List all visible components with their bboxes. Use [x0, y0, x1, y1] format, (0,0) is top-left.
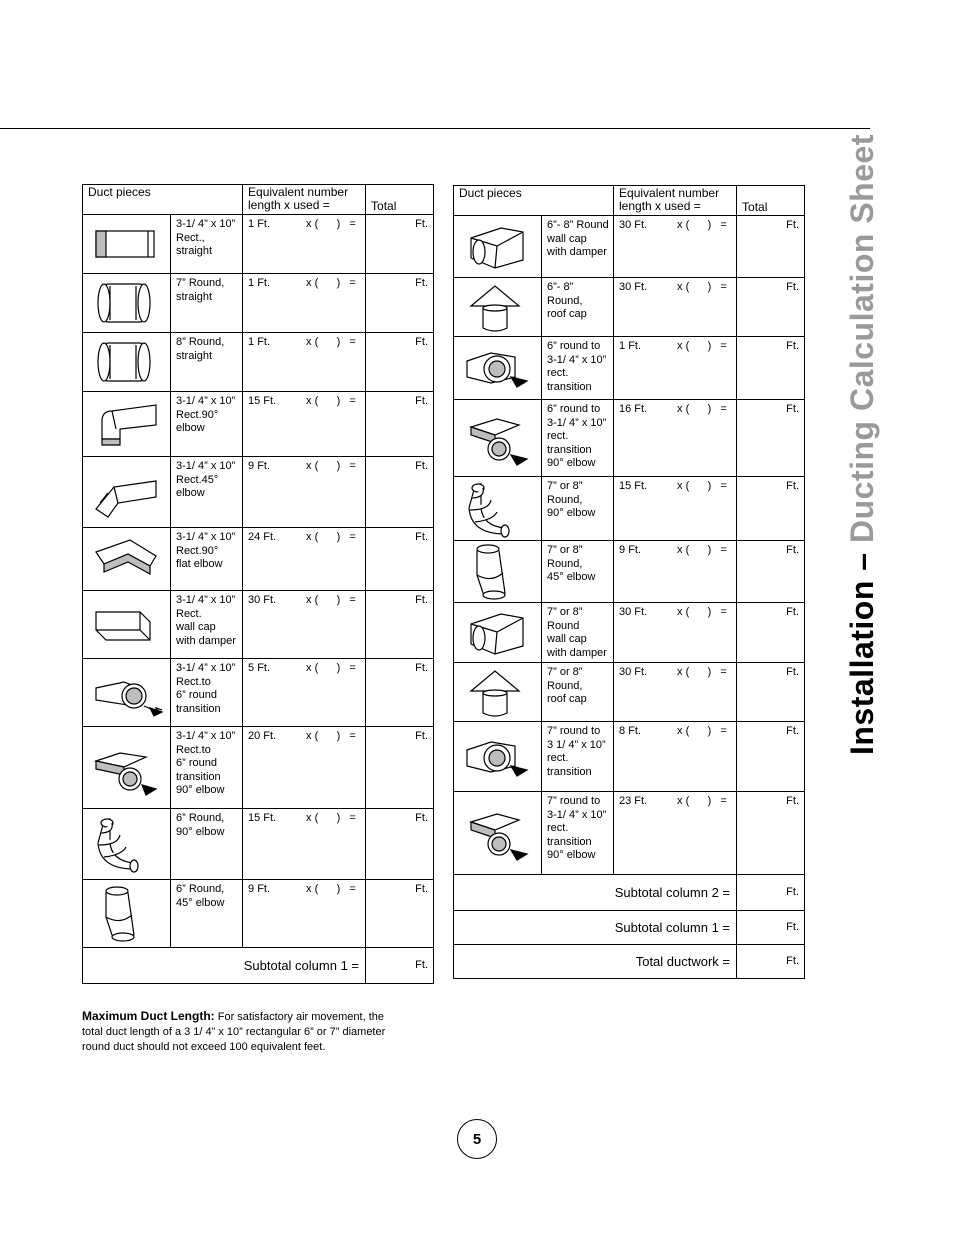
duct-piece-description: 8” Round, straight: [171, 333, 243, 392]
duct-piece-image: [454, 663, 542, 722]
subtotal-field[interactable]: Ft.: [366, 948, 434, 984]
equivalent-length: 30 Ft.: [619, 281, 648, 293]
equivalent-length: 15 Ft.: [619, 480, 648, 492]
subtotal-2-label: Subtotal column 2 =: [454, 875, 737, 911]
equivalent-length-cell: [243, 659, 366, 727]
number-used-field[interactable]: x ( ) =: [306, 395, 356, 407]
duct-piece-row: [83, 809, 434, 880]
number-used-field[interactable]: x ( ) =: [677, 340, 727, 352]
duct-piece-image: [83, 880, 171, 948]
duct-piece-row: [83, 591, 434, 659]
number-used-field[interactable]: x ( ) =: [306, 277, 356, 289]
number-used-field[interactable]: x ( ) =: [677, 725, 727, 737]
round-wall-cap-icon: [461, 218, 535, 276]
equivalent-length: 15 Ft.: [248, 395, 277, 407]
note-text: For satisfactory air movement, the total duct length of a 3 1/ 4” x 10” rectangular 6” or 7” diameter round duct should not exceed 100 equivalent feet.: [82, 1011, 386, 1053]
total-field[interactable]: Ft.: [366, 727, 434, 809]
total-field[interactable]: Ft.: [366, 659, 434, 727]
equivalent-length-cell: [614, 337, 737, 400]
round-to-rect-90-transition-icon: [461, 409, 535, 467]
duct-piece-description: 3-1/ 4” x 10” Rect. wall cap with damper: [171, 591, 243, 659]
number-used-field[interactable]: x ( ) =: [306, 336, 356, 348]
header-equivalent: Equivalent number length x used =: [243, 185, 366, 215]
equivalent-length: 1 Ft.: [248, 336, 271, 348]
duct-piece-row: [83, 274, 434, 333]
equivalent-length: 1 Ft.: [248, 218, 271, 230]
number-used-field[interactable]: x ( ) =: [677, 606, 727, 618]
header-duct-pieces: Duct pieces: [454, 186, 614, 216]
duct-piece-image: [454, 722, 542, 792]
subtotal-row: [454, 911, 805, 945]
duct-piece-description: 7” Round, straight: [171, 274, 243, 333]
equivalent-length: 23 Ft.: [619, 795, 648, 807]
duct-piece-image: [83, 591, 171, 659]
duct-piece-image: [454, 278, 542, 337]
duct-piece-row: [454, 792, 805, 875]
duct-piece-image: [83, 392, 171, 457]
total-field[interactable]: Ft.: [737, 663, 805, 722]
number-used-field[interactable]: x ( ) =: [306, 531, 356, 543]
duct-piece-description: 7” or 8” Round wall cap with damper: [542, 603, 614, 663]
number-used-field[interactable]: x ( ) =: [677, 480, 727, 492]
rect-straight-duct-icon: [90, 215, 164, 273]
round-45-elbow-icon: [90, 885, 164, 943]
number-used-field[interactable]: x ( ) =: [677, 795, 727, 807]
duct-piece-row: [454, 722, 805, 792]
equivalent-length-cell: [614, 541, 737, 603]
duct-piece-row: [83, 392, 434, 457]
duct-piece-description: 6”- 8” Round, roof cap: [542, 278, 614, 337]
equivalent-length: 8 Ft.: [619, 725, 642, 737]
equivalent-length-cell: [614, 603, 737, 663]
number-used-field[interactable]: x ( ) =: [306, 883, 356, 895]
duct-piece-image: [454, 400, 542, 477]
duct-piece-image: [83, 457, 171, 528]
total-ductwork-field[interactable]: Ft.: [737, 945, 805, 979]
round-to-rect-transition-icon: [461, 728, 535, 786]
subtotal-row: [83, 948, 434, 984]
equivalent-length: 24 Ft.: [248, 531, 277, 543]
duct-piece-image: [83, 274, 171, 333]
total-field[interactable]: Ft.: [737, 722, 805, 792]
equivalent-length-cell: [243, 591, 366, 659]
header-rule: [0, 128, 870, 129]
round-wall-cap-icon: [461, 604, 535, 662]
number-used-field[interactable]: x ( ) =: [306, 594, 356, 606]
duct-piece-description: 6”- 8” Round wall cap with damper: [542, 216, 614, 278]
total-field[interactable]: Ft.: [737, 541, 805, 603]
subtotal-1-field[interactable]: Ft.: [737, 911, 805, 945]
duct-piece-description: 3-1/ 4” x 10” Rect.90° flat elbow: [171, 528, 243, 591]
duct-piece-row: [454, 278, 805, 337]
total-field[interactable]: Ft.: [737, 792, 805, 875]
number-used-field[interactable]: x ( ) =: [306, 460, 356, 472]
equivalent-length: 30 Ft.: [248, 594, 277, 606]
rect-90-elbow-icon: [90, 395, 164, 453]
equivalent-length-cell: [614, 278, 737, 337]
total-field[interactable]: Ft.: [366, 880, 434, 948]
equivalent-length-cell: [614, 722, 737, 792]
total-field[interactable]: Ft.: [366, 528, 434, 591]
duct-piece-description: 3-1/ 4” x 10” Rect.to 6” round transition: [171, 659, 243, 727]
rect-to-round-90-transition-icon: [90, 739, 164, 797]
total-ductwork-label: Total ductwork =: [454, 945, 737, 979]
duct-piece-row: [454, 337, 805, 400]
total-row: [454, 945, 805, 979]
rect-wall-cap-icon: [90, 596, 164, 654]
equivalent-length: 1 Ft.: [248, 277, 271, 289]
duct-piece-image: [454, 603, 542, 663]
duct-piece-description: 3-1/ 4” x 10” Rect.45° elbow: [171, 457, 243, 528]
duct-piece-row: [83, 659, 434, 727]
duct-piece-row: [454, 603, 805, 663]
equivalent-length-cell: [614, 400, 737, 477]
duct-piece-description: 6” Round, 90° elbow: [171, 809, 243, 880]
duct-piece-image: [83, 727, 171, 809]
roof-cap-icon: [461, 663, 535, 721]
header-duct-pieces: Duct pieces: [83, 185, 243, 215]
round-straight-duct-icon: [90, 333, 164, 391]
duct-piece-row: [454, 477, 805, 541]
number-used-field[interactable]: x ( ) =: [306, 218, 356, 230]
total-field[interactable]: Ft.: [366, 274, 434, 333]
total-field[interactable]: Ft.: [366, 215, 434, 274]
subtotal-row: [454, 875, 805, 911]
duct-piece-description: 7” round to 3 1/ 4” x 10” rect. transition: [542, 722, 614, 792]
number-used-field[interactable]: x ( ) =: [306, 662, 356, 674]
title-part-installation: Installation –: [844, 543, 880, 755]
duct-piece-image: [454, 792, 542, 875]
equivalent-length: 9 Ft.: [248, 883, 271, 895]
equivalent-length-cell: [243, 727, 366, 809]
equivalent-length-cell: [614, 216, 737, 278]
equivalent-length-cell: [614, 792, 737, 875]
rect-45-elbow-icon: [90, 463, 164, 521]
duct-piece-description: 3-1/ 4” x 10” Rect.to 6” round transition 90° elbow: [171, 727, 243, 809]
round-to-rect-transition-icon: [461, 339, 535, 397]
duct-piece-row: [83, 457, 434, 528]
equivalent-length: 9 Ft.: [619, 544, 642, 556]
duct-piece-row: [454, 663, 805, 722]
total-field[interactable]: Ft.: [737, 400, 805, 477]
total-field[interactable]: Ft.: [366, 809, 434, 880]
equivalent-length: 5 Ft.: [248, 662, 271, 674]
left-duct-table: [82, 184, 434, 984]
note-heading: Maximum Duct Length:: [82, 1009, 215, 1023]
duct-piece-description: 6” round to 3-1/ 4” x 10” rect. transition: [542, 337, 614, 400]
duct-piece-row: [83, 215, 434, 274]
header-total: Total: [366, 185, 434, 215]
duct-piece-image: [83, 333, 171, 392]
total-field[interactable]: Ft.: [737, 603, 805, 663]
number-used-field[interactable]: x ( ) =: [677, 544, 727, 556]
round-45-elbow-icon: [461, 543, 535, 601]
duct-piece-row: [83, 727, 434, 809]
total-field[interactable]: Ft.: [366, 457, 434, 528]
total-field[interactable]: Ft.: [737, 278, 805, 337]
page-title: [844, 134, 880, 755]
duct-piece-description: 6” round to 3-1/ 4” x 10” rect. transition 90° elbow: [542, 400, 614, 477]
duct-piece-image: [454, 216, 542, 278]
page-number: 5: [457, 1119, 497, 1159]
equivalent-length-cell: [243, 880, 366, 948]
number-used-field[interactable]: x ( ) =: [677, 219, 727, 231]
equivalent-length-cell: [243, 215, 366, 274]
duct-piece-image: [83, 528, 171, 591]
equivalent-length-cell: [243, 457, 366, 528]
duct-piece-row: [83, 528, 434, 591]
duct-piece-description: 7” or 8” Round, roof cap: [542, 663, 614, 722]
duct-piece-description: 6” Round, 45° elbow: [171, 880, 243, 948]
max-duct-length-note: [82, 1009, 402, 1055]
duct-piece-description: 3-1/ 4” x 10” Rect.90° elbow: [171, 392, 243, 457]
title-part-sheet: Ducting Calculation Sheet: [844, 134, 880, 544]
equivalent-length: 15 Ft.: [248, 812, 277, 824]
equivalent-length-cell: [243, 528, 366, 591]
rect-to-round-transition-icon: [90, 664, 164, 722]
equivalent-length: 9 Ft.: [248, 460, 271, 472]
duct-piece-row: [83, 880, 434, 948]
duct-piece-image: [454, 541, 542, 603]
total-field[interactable]: Ft.: [366, 333, 434, 392]
duct-piece-description: 7” or 8” Round, 45° elbow: [542, 541, 614, 603]
equivalent-length: 1 Ft.: [619, 340, 642, 352]
equivalent-length: 30 Ft.: [619, 606, 648, 618]
round-90-elbow-icon: [90, 815, 164, 873]
duct-piece-image: [83, 809, 171, 880]
duct-piece-image: [83, 659, 171, 727]
total-field[interactable]: Ft.: [737, 337, 805, 400]
subtotal-2-field[interactable]: Ft.: [737, 875, 805, 911]
table-header: [83, 185, 434, 215]
right-duct-table: [453, 185, 805, 979]
total-field[interactable]: Ft.: [737, 216, 805, 278]
duct-piece-description: 3-1/ 4” x 10” Rect., straight: [171, 215, 243, 274]
duct-piece-row: [83, 333, 434, 392]
subtotal-1-label: Subtotal column 1 =: [454, 911, 737, 945]
equivalent-length-cell: [243, 333, 366, 392]
round-straight-duct-icon: [90, 274, 164, 332]
duct-piece-image: [454, 337, 542, 400]
subtotal-label: Subtotal column 1 =: [83, 948, 366, 984]
round-to-rect-90-transition-icon: [461, 804, 535, 862]
total-field[interactable]: Ft.: [737, 477, 805, 541]
duct-piece-description: 7” or 8” Round, 90° elbow: [542, 477, 614, 541]
number-used-field[interactable]: x ( ) =: [677, 281, 727, 293]
duct-piece-image: [83, 215, 171, 274]
equivalent-length-cell: [243, 392, 366, 457]
roof-cap-icon: [461, 278, 535, 336]
duct-piece-image: [454, 477, 542, 541]
rect-flat-elbow-icon: [90, 530, 164, 588]
duct-piece-description: 7” round to 3-1/ 4” x 10” rect. transition 90° elbow: [542, 792, 614, 875]
equivalent-length-cell: [243, 809, 366, 880]
round-90-elbow-icon: [461, 480, 535, 538]
number-used-field[interactable]: x ( ) =: [677, 666, 727, 678]
equivalent-length: 30 Ft.: [619, 666, 648, 678]
equivalent-length: 20 Ft.: [248, 730, 277, 742]
duct-piece-row: [454, 400, 805, 477]
equivalent-length-cell: [614, 663, 737, 722]
number-used-field[interactable]: x ( ) =: [677, 403, 727, 415]
duct-piece-row: [454, 216, 805, 278]
total-field[interactable]: Ft.: [366, 392, 434, 457]
total-field[interactable]: Ft.: [366, 591, 434, 659]
equivalent-length-cell: [614, 477, 737, 541]
table-header: [454, 186, 805, 216]
header-total: Total: [737, 186, 805, 216]
number-used-field[interactable]: x ( ) =: [306, 812, 356, 824]
equivalent-length: 16 Ft.: [619, 403, 648, 415]
equivalent-length: 30 Ft.: [619, 219, 648, 231]
duct-piece-row: [454, 541, 805, 603]
header-equivalent: Equivalent number length x used =: [614, 186, 737, 216]
number-used-field[interactable]: x ( ) =: [306, 730, 356, 742]
equivalent-length-cell: [243, 274, 366, 333]
